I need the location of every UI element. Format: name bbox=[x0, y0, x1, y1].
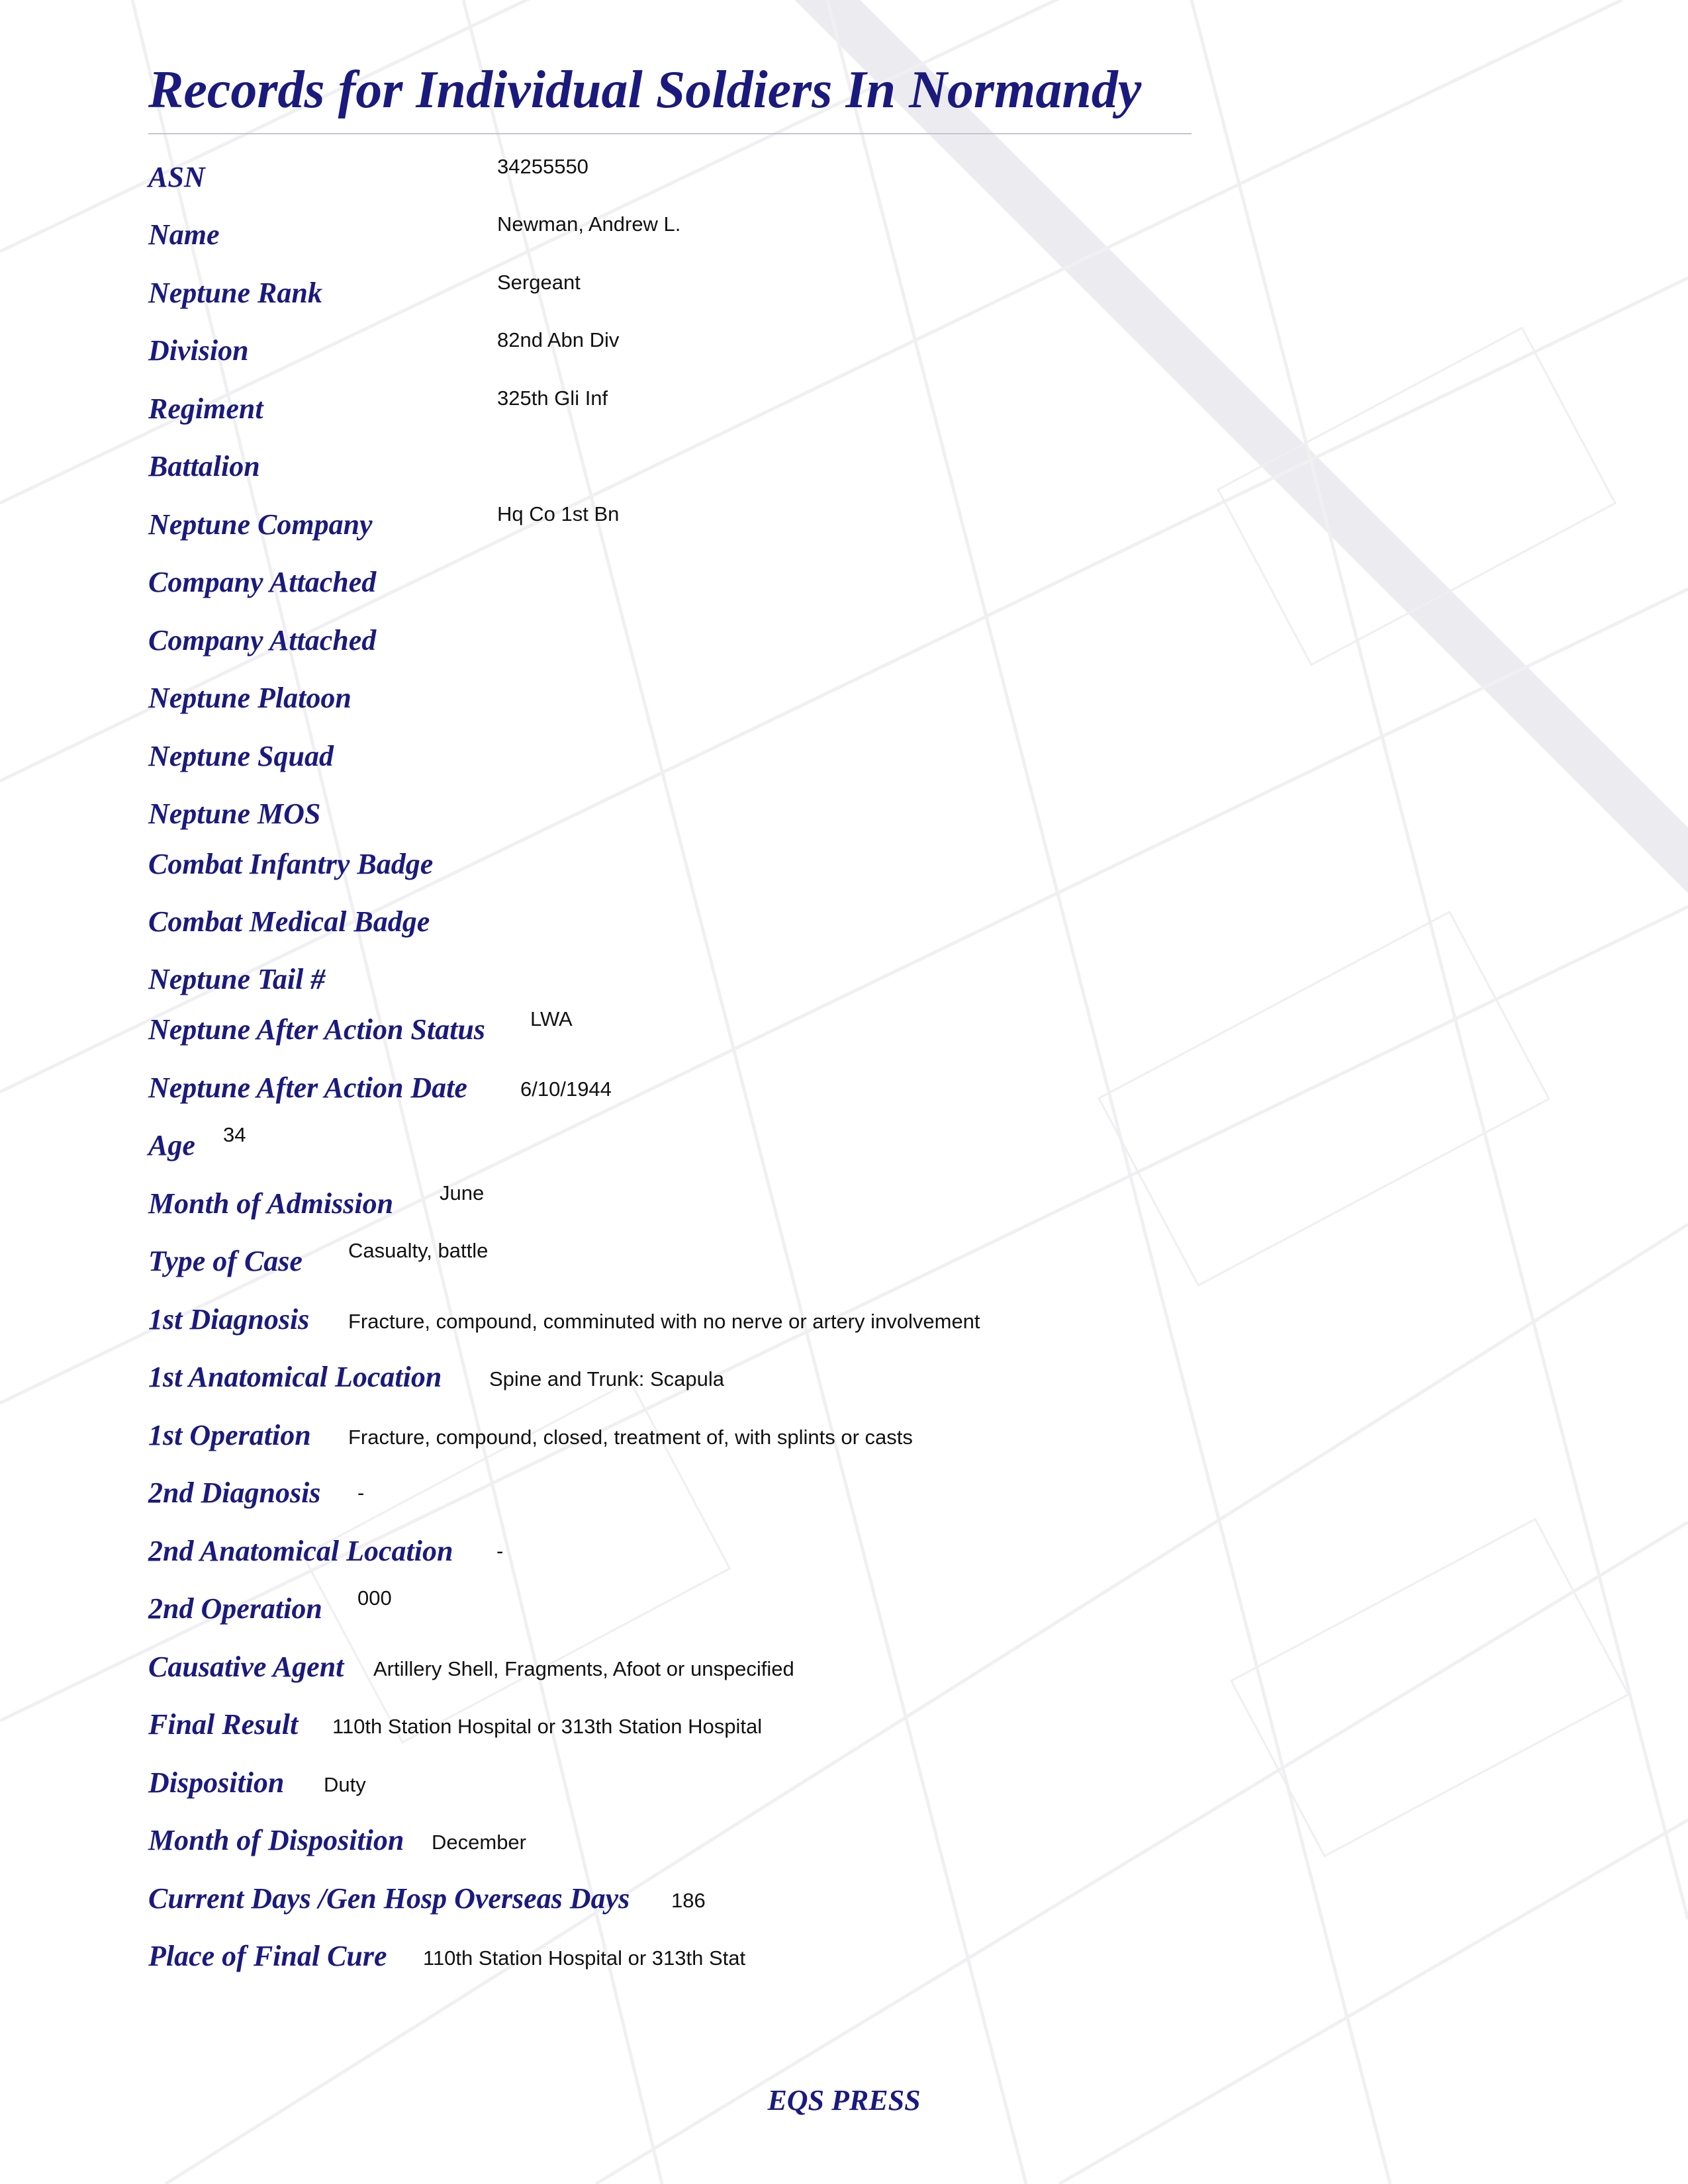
field-value: 34 bbox=[223, 1123, 246, 1146]
field-row-month-of-admission bbox=[0, 1181, 1688, 1236]
field-label: Current Days /Gen Hosp Overseas Days bbox=[148, 1882, 630, 1915]
field-label: Regiment bbox=[148, 392, 263, 425]
field-row-1st-operation bbox=[0, 1421, 1688, 1467]
field-label: Disposition bbox=[148, 1766, 285, 1799]
field-row-after-action-status bbox=[0, 1007, 1688, 1062]
publisher-footer: EQS PRESS bbox=[767, 2084, 921, 2116]
field-value: 82nd Abn Div bbox=[497, 328, 620, 351]
field-value: December bbox=[432, 1831, 526, 1854]
field-value: June bbox=[440, 1181, 485, 1205]
field-value: Hq Co 1st Bn bbox=[497, 502, 620, 525]
field-row-age bbox=[0, 1123, 1688, 1177]
field-row-asn bbox=[0, 155, 1688, 209]
field-value: 000 bbox=[357, 1586, 392, 1610]
field-label: 2nd Anatomical Location bbox=[148, 1535, 453, 1567]
field-value: 325th Gli Inf bbox=[497, 387, 608, 410]
field-value: 6/10/1944 bbox=[520, 1077, 612, 1101]
field-label: Company Attached bbox=[148, 566, 377, 598]
field-label: Combat Infantry Badge bbox=[148, 848, 434, 880]
field-label: Neptune MOS bbox=[148, 797, 321, 830]
field-label: Name bbox=[148, 218, 220, 251]
field-row-combat-infantry-badge bbox=[0, 850, 1688, 896]
field-row-2nd-diagnosis bbox=[0, 1479, 1688, 1525]
field-row-combat-medical-badge bbox=[0, 907, 1688, 954]
field-value: Casualty, battle bbox=[348, 1239, 489, 1262]
field-row-month-of-disposition bbox=[0, 1826, 1688, 1872]
field-value: Duty bbox=[324, 1773, 366, 1796]
field-value: - bbox=[357, 1481, 365, 1504]
field-label: Age bbox=[148, 1129, 195, 1161]
field-row-disposition bbox=[0, 1768, 1688, 1815]
field-label: Neptune Squad bbox=[148, 740, 334, 772]
field-row-company-attached-2 bbox=[0, 626, 1688, 672]
field-label: Type of Case bbox=[148, 1245, 303, 1277]
field-label: Company Attached bbox=[148, 624, 377, 657]
field-row-1st-diagnosis bbox=[0, 1305, 1688, 1351]
field-label: ASN bbox=[148, 161, 205, 193]
field-row-name bbox=[0, 212, 1688, 267]
field-row-tail-number bbox=[0, 965, 1688, 1011]
field-label: 2nd Diagnosis bbox=[148, 1477, 321, 1509]
field-row-squad bbox=[0, 742, 1688, 788]
field-label: Causative Agent bbox=[148, 1651, 344, 1683]
field-row-mos bbox=[0, 799, 1688, 846]
field-label: Neptune After Action Date bbox=[148, 1071, 467, 1104]
field-label: 1st Anatomical Location bbox=[148, 1361, 442, 1393]
field-label: Battalion bbox=[148, 450, 260, 482]
field-row-final-result bbox=[0, 1710, 1688, 1756]
field-row-2nd-operation bbox=[0, 1586, 1688, 1641]
field-value: Newman, Andrew L. bbox=[497, 212, 681, 236]
field-label: Month of Admission bbox=[148, 1187, 394, 1220]
field-label: Neptune Platoon bbox=[148, 682, 352, 714]
field-label: Month of Disposition bbox=[148, 1824, 404, 1856]
field-value: Fracture, compound, comminuted with no nerve or artery involvement bbox=[348, 1310, 980, 1333]
field-row-rank bbox=[0, 271, 1688, 325]
field-row-after-action-date bbox=[0, 1073, 1688, 1120]
field-row-division bbox=[0, 328, 1688, 383]
field-row-type-of-case bbox=[0, 1239, 1688, 1293]
field-row-place-of-final-cure bbox=[0, 1942, 1688, 1988]
field-row-company bbox=[0, 502, 1688, 557]
field-label: Neptune After Action Status bbox=[148, 1013, 485, 1046]
field-value: LWA bbox=[530, 1007, 573, 1030]
field-row-company-attached bbox=[0, 568, 1688, 614]
field-value: - bbox=[496, 1539, 504, 1563]
field-label: Division bbox=[148, 334, 249, 367]
field-label: Final Result bbox=[148, 1708, 299, 1741]
field-label: Place of Final Cure bbox=[148, 1940, 387, 1972]
page-title: Records for Individual Soldiers In Normandy bbox=[148, 61, 1142, 119]
field-label: Neptune Company bbox=[148, 508, 373, 541]
field-value: 34255550 bbox=[497, 155, 588, 178]
field-row-2nd-anatomical-location bbox=[0, 1537, 1688, 1583]
field-value: 110th Station Hospital or 313th Stat bbox=[423, 1946, 746, 1970]
field-row-overseas-days bbox=[0, 1884, 1688, 1931]
field-value: Spine and Trunk: Scapula bbox=[489, 1367, 725, 1390]
field-row-battalion bbox=[0, 452, 1688, 498]
field-value: Fracture, compound, closed, treatment of, with splints or casts bbox=[348, 1426, 913, 1449]
field-value: Artillery Shell, Fragments, Afoot or unspecified bbox=[373, 1657, 794, 1680]
field-value: 186 bbox=[671, 1889, 706, 1912]
field-label: Combat Medical Badge bbox=[148, 905, 430, 938]
field-row-regiment bbox=[0, 387, 1688, 441]
field-label: 1st Operation bbox=[148, 1419, 311, 1451]
field-label: 2nd Operation bbox=[148, 1592, 322, 1625]
field-row-1st-anatomical-location bbox=[0, 1363, 1688, 1409]
field-value: Sergeant bbox=[497, 271, 581, 294]
field-row-platoon bbox=[0, 684, 1688, 730]
field-label: 1st Diagnosis bbox=[148, 1303, 310, 1336]
field-row-causative-agent bbox=[0, 1653, 1688, 1699]
field-label: Neptune Tail # bbox=[148, 963, 326, 995]
field-label: Neptune Rank bbox=[148, 277, 322, 309]
field-value: 110th Station Hospital or 313th Station Hospital bbox=[332, 1715, 763, 1738]
